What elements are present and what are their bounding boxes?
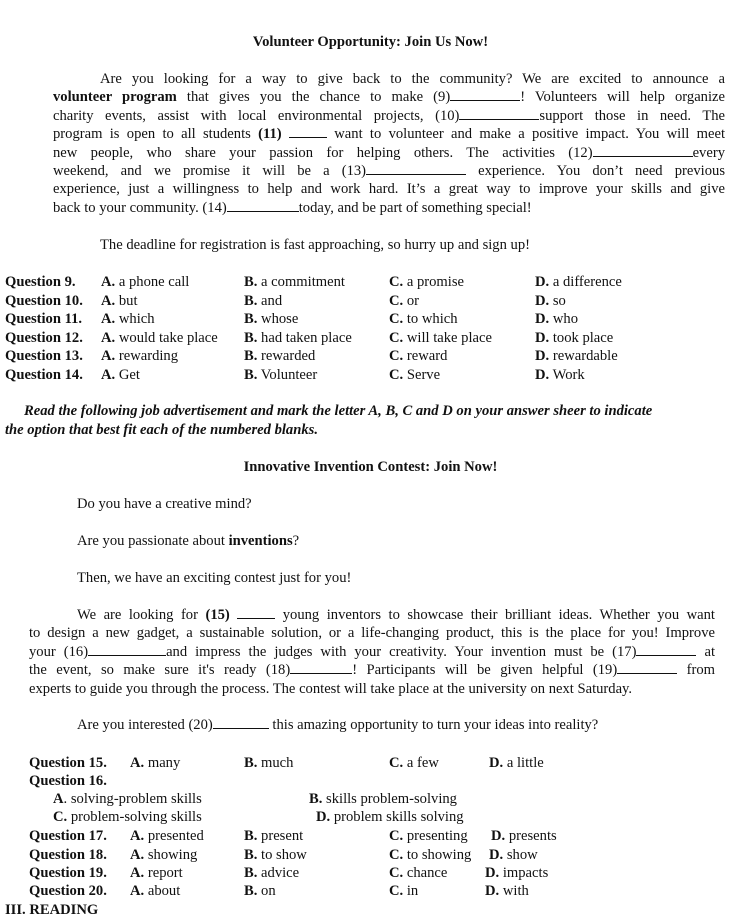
option-q10-c: C. or (389, 292, 420, 309)
instruction-line: Read the following job advertisement and mark the letter A, B, C and D on your answer sheer to indicate (24, 403, 653, 419)
blank-18 (290, 661, 352, 674)
option-q9-c: C. a promise (389, 274, 464, 290)
option-q11-c: C. to which (389, 311, 458, 328)
section1-title: Volunteer Opportunity: Join Us Now! (252, 34, 489, 50)
question-label: Question 16. (29, 773, 107, 789)
option-q9-d: D. a difference (535, 274, 622, 290)
option-q10-b: B. and (244, 292, 283, 309)
blank-14 (227, 199, 299, 212)
option-q19-a: A. report (130, 865, 183, 881)
question-label: Question 18. (29, 847, 107, 863)
option-q19-d: D. impacts (485, 865, 549, 881)
question-label: Question 10. (5, 292, 83, 309)
option-q19-b: B. advice (244, 865, 300, 881)
option-q13-b: B. rewarded (244, 348, 316, 365)
blank-12 (593, 144, 693, 157)
blank-13 (366, 162, 466, 175)
option-q10-a: A. but (101, 292, 138, 309)
option-q18-b: B. to show (244, 847, 307, 863)
instruction-line: the option that best fit each of the numbered blanks. (5, 422, 318, 438)
option-q16-c: C. problem-solving skills (53, 809, 202, 825)
option-q15-a: A. many (130, 755, 181, 771)
blank-20 (213, 716, 269, 729)
para-line: weekend, and we promise it will be a (13) experience. You don’t need previous (53, 163, 725, 180)
section2-paragraph (29, 606, 715, 698)
section1-paragraph (53, 70, 725, 217)
deadline-text: The deadline for registration is fast approaching, so hurry up and sign up! (100, 237, 530, 253)
blank-15 (237, 606, 275, 619)
blank-19 (617, 661, 677, 674)
section2-title: Innovative Invention Contest: Join Now! (243, 459, 498, 475)
option-q12-d: D. took place (535, 329, 614, 346)
para-line: back to your community. (14) today, and be part of something special! (53, 199, 532, 216)
question-label: Question 12. (5, 329, 83, 346)
option-q16-b: B. skills problem-solving (309, 791, 457, 807)
intro-line: Then, we have an exciting contest just for you! (77, 570, 352, 586)
option-q20-b: B. on (244, 883, 276, 899)
question-label: Question 9. (5, 274, 76, 290)
option-q9-b: B. a commitment (244, 274, 345, 290)
option-q9-a: A. a phone call (101, 274, 190, 290)
intro-line: Do you have a creative mind? (77, 496, 252, 512)
question-label: Question 15. (29, 755, 107, 771)
blank-10 (459, 107, 539, 120)
question-label: Question 11. (5, 311, 83, 328)
option-q14-c: C. Serve (389, 367, 441, 383)
option-q11-b: B. whose (244, 311, 299, 328)
option-q11-a: A. which (101, 311, 155, 328)
option-q20-a: A. about (130, 883, 181, 899)
question-label: Question 19. (29, 865, 107, 881)
option-q12-a: A. would take place (101, 329, 218, 346)
para-line: charity events, assist with local environmental projects, (10) support those in need. The (53, 107, 726, 124)
option-q20-c: C. in (389, 883, 419, 899)
para-line: experts to guide you through the process. The contest will take place at the university on next Saturday. (29, 680, 633, 697)
option-q18-c: C. to showing (389, 847, 472, 863)
question-label: Question 17. (29, 828, 107, 844)
option-q16-a: A. solving-problem skills (53, 791, 202, 807)
option-q15-d: D. a little (489, 755, 544, 771)
option-q15-c: C. a few (389, 755, 439, 771)
option-q13-d: D. rewardable (535, 348, 618, 365)
para-line: the event, so make sure it's ready (18) ! Participants will be given helpful (19) from (29, 662, 715, 679)
option-q17-b: B. present (244, 828, 304, 844)
option-q12-c: C. will take place (389, 329, 492, 346)
option-q18-d: D. show (489, 847, 538, 863)
para-line: new people, who share your passion for helping others. The activities (12) every (53, 144, 725, 161)
blank-17 (636, 643, 696, 656)
option-q10-d: D. so (535, 292, 566, 309)
option-q14-d: D. Work (535, 367, 585, 383)
option-q17-a: A. presented (130, 828, 204, 844)
option-q18-a: A. showing (130, 847, 198, 863)
blank-16 (88, 643, 166, 656)
question-20-line: Are you interested (20) this amazing opportunity to turn your ideas into reality? (77, 717, 599, 733)
option-q20-d: D. with (485, 883, 529, 899)
question-label: Question 13. (5, 348, 83, 365)
section3-heading: III. READING (5, 902, 99, 918)
intro-line: Are you passionate about inventions? (77, 533, 300, 549)
para-line: We are looking for (15) young inventors to showcase their brilliant ideas. Whether you want (77, 607, 715, 623)
para-line: Are you looking for a way to give back to the community? We are excited to announce a (100, 71, 725, 87)
question-label: Question 20. (29, 883, 107, 899)
para-line: volunteer program that gives you the chance to make (9) ! Volunteers will help organize (53, 89, 725, 106)
option-q17-d: D. presents (491, 828, 557, 844)
option-q16-d: D. problem skills solving (316, 809, 464, 825)
option-q14-b: B. Volunteer (244, 367, 318, 383)
option-q15-b: B. much (244, 755, 294, 771)
option-q19-c: C. chance (389, 865, 448, 881)
option-q17-c: C. presenting (389, 828, 468, 844)
option-q14-a: A. Get (101, 367, 140, 383)
para-line: experience, just a willingness to help and work hard. It’s a great way to improve your skills and give (53, 181, 725, 198)
option-q11-d: D. who (535, 311, 578, 328)
para-line: program is open to all students (11) want to volunteer and make a positive impact. You will meet (53, 126, 725, 143)
option-q13-c: C. reward (389, 348, 448, 365)
option-q13-a: A. rewarding (101, 348, 179, 365)
blank-11 (289, 125, 327, 138)
option-q12-b: B. had taken place (244, 329, 352, 346)
para-line: to design a new gadget, a sustainable solution, or a life-changing product, this is the place for you! Improve (29, 625, 715, 642)
para-line: your (16) and impress the judges with your creativity. Your invention must be (17) at (29, 643, 715, 660)
blank-9 (450, 88, 520, 101)
question-label: Question 14. (5, 367, 83, 383)
